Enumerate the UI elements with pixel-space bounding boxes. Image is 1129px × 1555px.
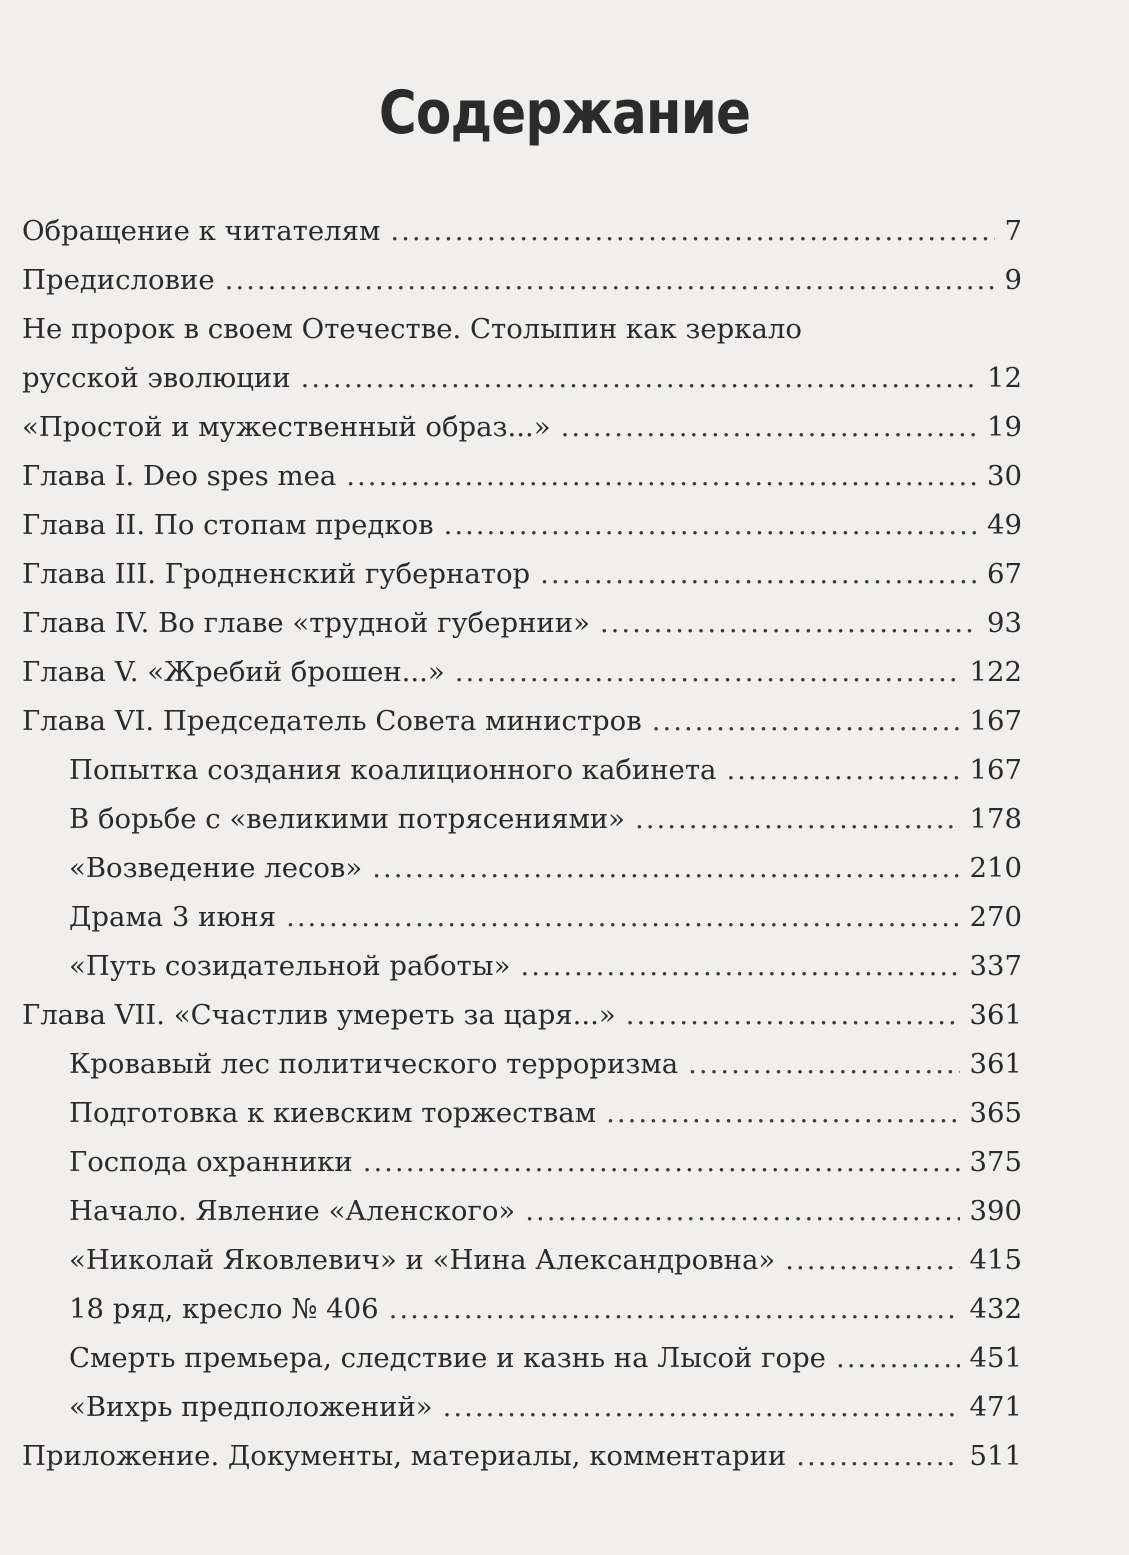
toc-entry-page-number: 451	[969, 1342, 1022, 1374]
toc-entry-page-number: 167	[969, 705, 1022, 737]
dot-leader	[796, 1432, 959, 1481]
dot-leader	[520, 942, 959, 991]
dot-leader	[600, 599, 977, 648]
dot-leader	[652, 697, 960, 746]
toc-entry-page-number: 415	[969, 1244, 1022, 1276]
dot-leader	[688, 1040, 959, 1089]
toc-entry-title: «Возведение лесов»	[69, 852, 363, 884]
dot-leader	[726, 746, 959, 795]
toc-entry-page-number: 178	[969, 803, 1022, 835]
toc-entry-title: Глава IV. Во главе «трудной губернии»	[22, 607, 590, 639]
dot-leader	[346, 452, 977, 501]
toc-entry-page-number: 93	[987, 607, 1022, 639]
toc-entry-title: Попытка создания коалиционного кабинета	[69, 754, 717, 786]
toc-entry-page-number: 270	[969, 901, 1022, 933]
toc-entry-title: Глава III. Гродненский губернатор	[22, 558, 531, 590]
toc-entry[interactable]	[22, 697, 1022, 746]
toc-entry-title: Глава VII. «Счастлив умереть за царя...»	[22, 999, 616, 1031]
toc-entry-title: Глава I. Deo spes mea	[22, 460, 337, 492]
toc-entry-page-number: 19	[987, 411, 1022, 443]
toc-entry-page-number: 471	[969, 1391, 1022, 1423]
toc-entry[interactable]	[22, 354, 1022, 403]
toc-entry-title: 18 ряд, кресло № 406	[69, 1293, 379, 1325]
toc-entry-title: Не пророк в своем Отечестве. Столыпин как зеркало	[22, 313, 802, 345]
dot-leader	[540, 550, 977, 599]
dot-leader	[626, 991, 960, 1040]
toc-entry[interactable]	[22, 942, 1022, 991]
toc-entry[interactable]	[22, 1138, 1022, 1187]
toc-entry-page-number: 390	[969, 1195, 1022, 1227]
toc-entry-page-number: 167	[969, 754, 1022, 786]
toc-entry[interactable]	[22, 991, 1022, 1040]
toc-entry-page-number: 365	[969, 1097, 1022, 1129]
toc-entry[interactable]	[22, 1187, 1022, 1236]
toc-entry[interactable]	[22, 207, 1022, 256]
dot-leader	[390, 207, 994, 256]
toc-entry-title: «Николай Яковлевич» и «Нина Александровна»	[69, 1244, 776, 1276]
toc-entry-title: «Вихрь предположений»	[69, 1391, 433, 1423]
toc-entry-title: Начало. Явление «Аленского»	[69, 1195, 516, 1227]
dot-leader	[444, 501, 977, 550]
dot-leader	[301, 354, 977, 403]
dot-leader	[389, 1285, 960, 1334]
toc-entry[interactable]	[22, 452, 1022, 501]
dot-leader	[606, 1089, 959, 1138]
page-title: Содержание	[378, 78, 751, 148]
toc-entry-title: Глава V. «Жребий брошен...»	[22, 656, 445, 688]
toc-entry-title: В борьбе с «великими потрясениями»	[69, 803, 625, 835]
toc-entry-page-number: 210	[969, 852, 1022, 884]
toc-entry[interactable]	[22, 403, 1022, 452]
toc-entry-page-number: 361	[969, 1048, 1022, 1080]
dot-leader	[455, 648, 960, 697]
toc-entry-title: Кровавый лес политического терроризма	[69, 1048, 679, 1080]
toc-entry[interactable]	[22, 746, 1022, 795]
toc-entry-page-number: 67	[987, 558, 1022, 590]
toc-entry[interactable]	[22, 1383, 1022, 1432]
toc-entry-page-number: 361	[969, 999, 1022, 1031]
toc-entry-page-number: 122	[969, 656, 1022, 688]
toc-entry-page-number: 49	[987, 509, 1022, 541]
toc-entry[interactable]	[22, 1432, 1022, 1481]
dot-leader	[372, 844, 959, 893]
table-of-contents	[22, 207, 1022, 1481]
toc-entry-title: Обращение к читателям	[22, 215, 381, 247]
toc-entry[interactable]	[22, 795, 1022, 844]
toc-entry-title: Драма 3 июня	[69, 901, 277, 933]
toc-entry-title: Глава II. По стопам предков	[22, 509, 434, 541]
toc-entry[interactable]	[22, 1285, 1022, 1334]
dot-leader	[525, 1187, 959, 1236]
dot-leader	[785, 1236, 959, 1285]
toc-entry[interactable]	[22, 1040, 1022, 1089]
dot-leader	[225, 256, 995, 305]
toc-entry-page-number: 12	[987, 362, 1022, 394]
toc-entry-title: Глава VI. Председатель Совета министров	[22, 705, 642, 737]
toc-entry[interactable]	[22, 1089, 1022, 1138]
toc-entry[interactable]	[22, 893, 1022, 942]
toc-entry-title: Смерть премьера, следствие и казнь на Лысой горе	[69, 1342, 826, 1374]
dot-leader	[286, 893, 959, 942]
toc-entry[interactable]	[22, 1236, 1022, 1285]
toc-entry-page-number: 30	[987, 460, 1022, 492]
toc-entry-title: Приложение. Документы, материалы, комментарии	[22, 1440, 787, 1472]
dot-leader	[635, 795, 960, 844]
toc-entry-page-number: 9	[1004, 264, 1022, 296]
toc-entry[interactable]	[22, 599, 1022, 648]
toc-entry-page-number: 432	[969, 1293, 1022, 1325]
toc-entry[interactable]	[22, 256, 1022, 305]
dot-leader	[561, 403, 977, 452]
dot-leader	[363, 1138, 960, 1187]
toc-entry[interactable]	[22, 1334, 1022, 1383]
toc-entry-page-number: 375	[969, 1146, 1022, 1178]
toc-entry[interactable]	[22, 844, 1022, 893]
toc-entry-title: русской эволюции	[22, 362, 291, 394]
toc-entry-title: «Простой и мужественный образ...»	[22, 411, 551, 443]
toc-entry-title: Господа охранники	[69, 1146, 353, 1178]
toc-entry-page-number: 7	[1004, 215, 1022, 247]
toc-entry-page-number: 337	[969, 950, 1022, 982]
toc-entry-title: Подготовка к киевским торжествам	[69, 1097, 597, 1129]
toc-entry[interactable]	[22, 305, 1022, 354]
toc-entry-title: Предисловие	[22, 264, 215, 296]
toc-entry-page-number: 511	[969, 1440, 1022, 1472]
toc-entry-title: «Путь созидательной работы»	[69, 950, 511, 982]
dot-leader	[443, 1383, 960, 1432]
toc-entry[interactable]	[22, 550, 1022, 599]
toc-entry[interactable]	[22, 501, 1022, 550]
toc-entry[interactable]	[22, 648, 1022, 697]
dot-leader	[836, 1334, 960, 1383]
